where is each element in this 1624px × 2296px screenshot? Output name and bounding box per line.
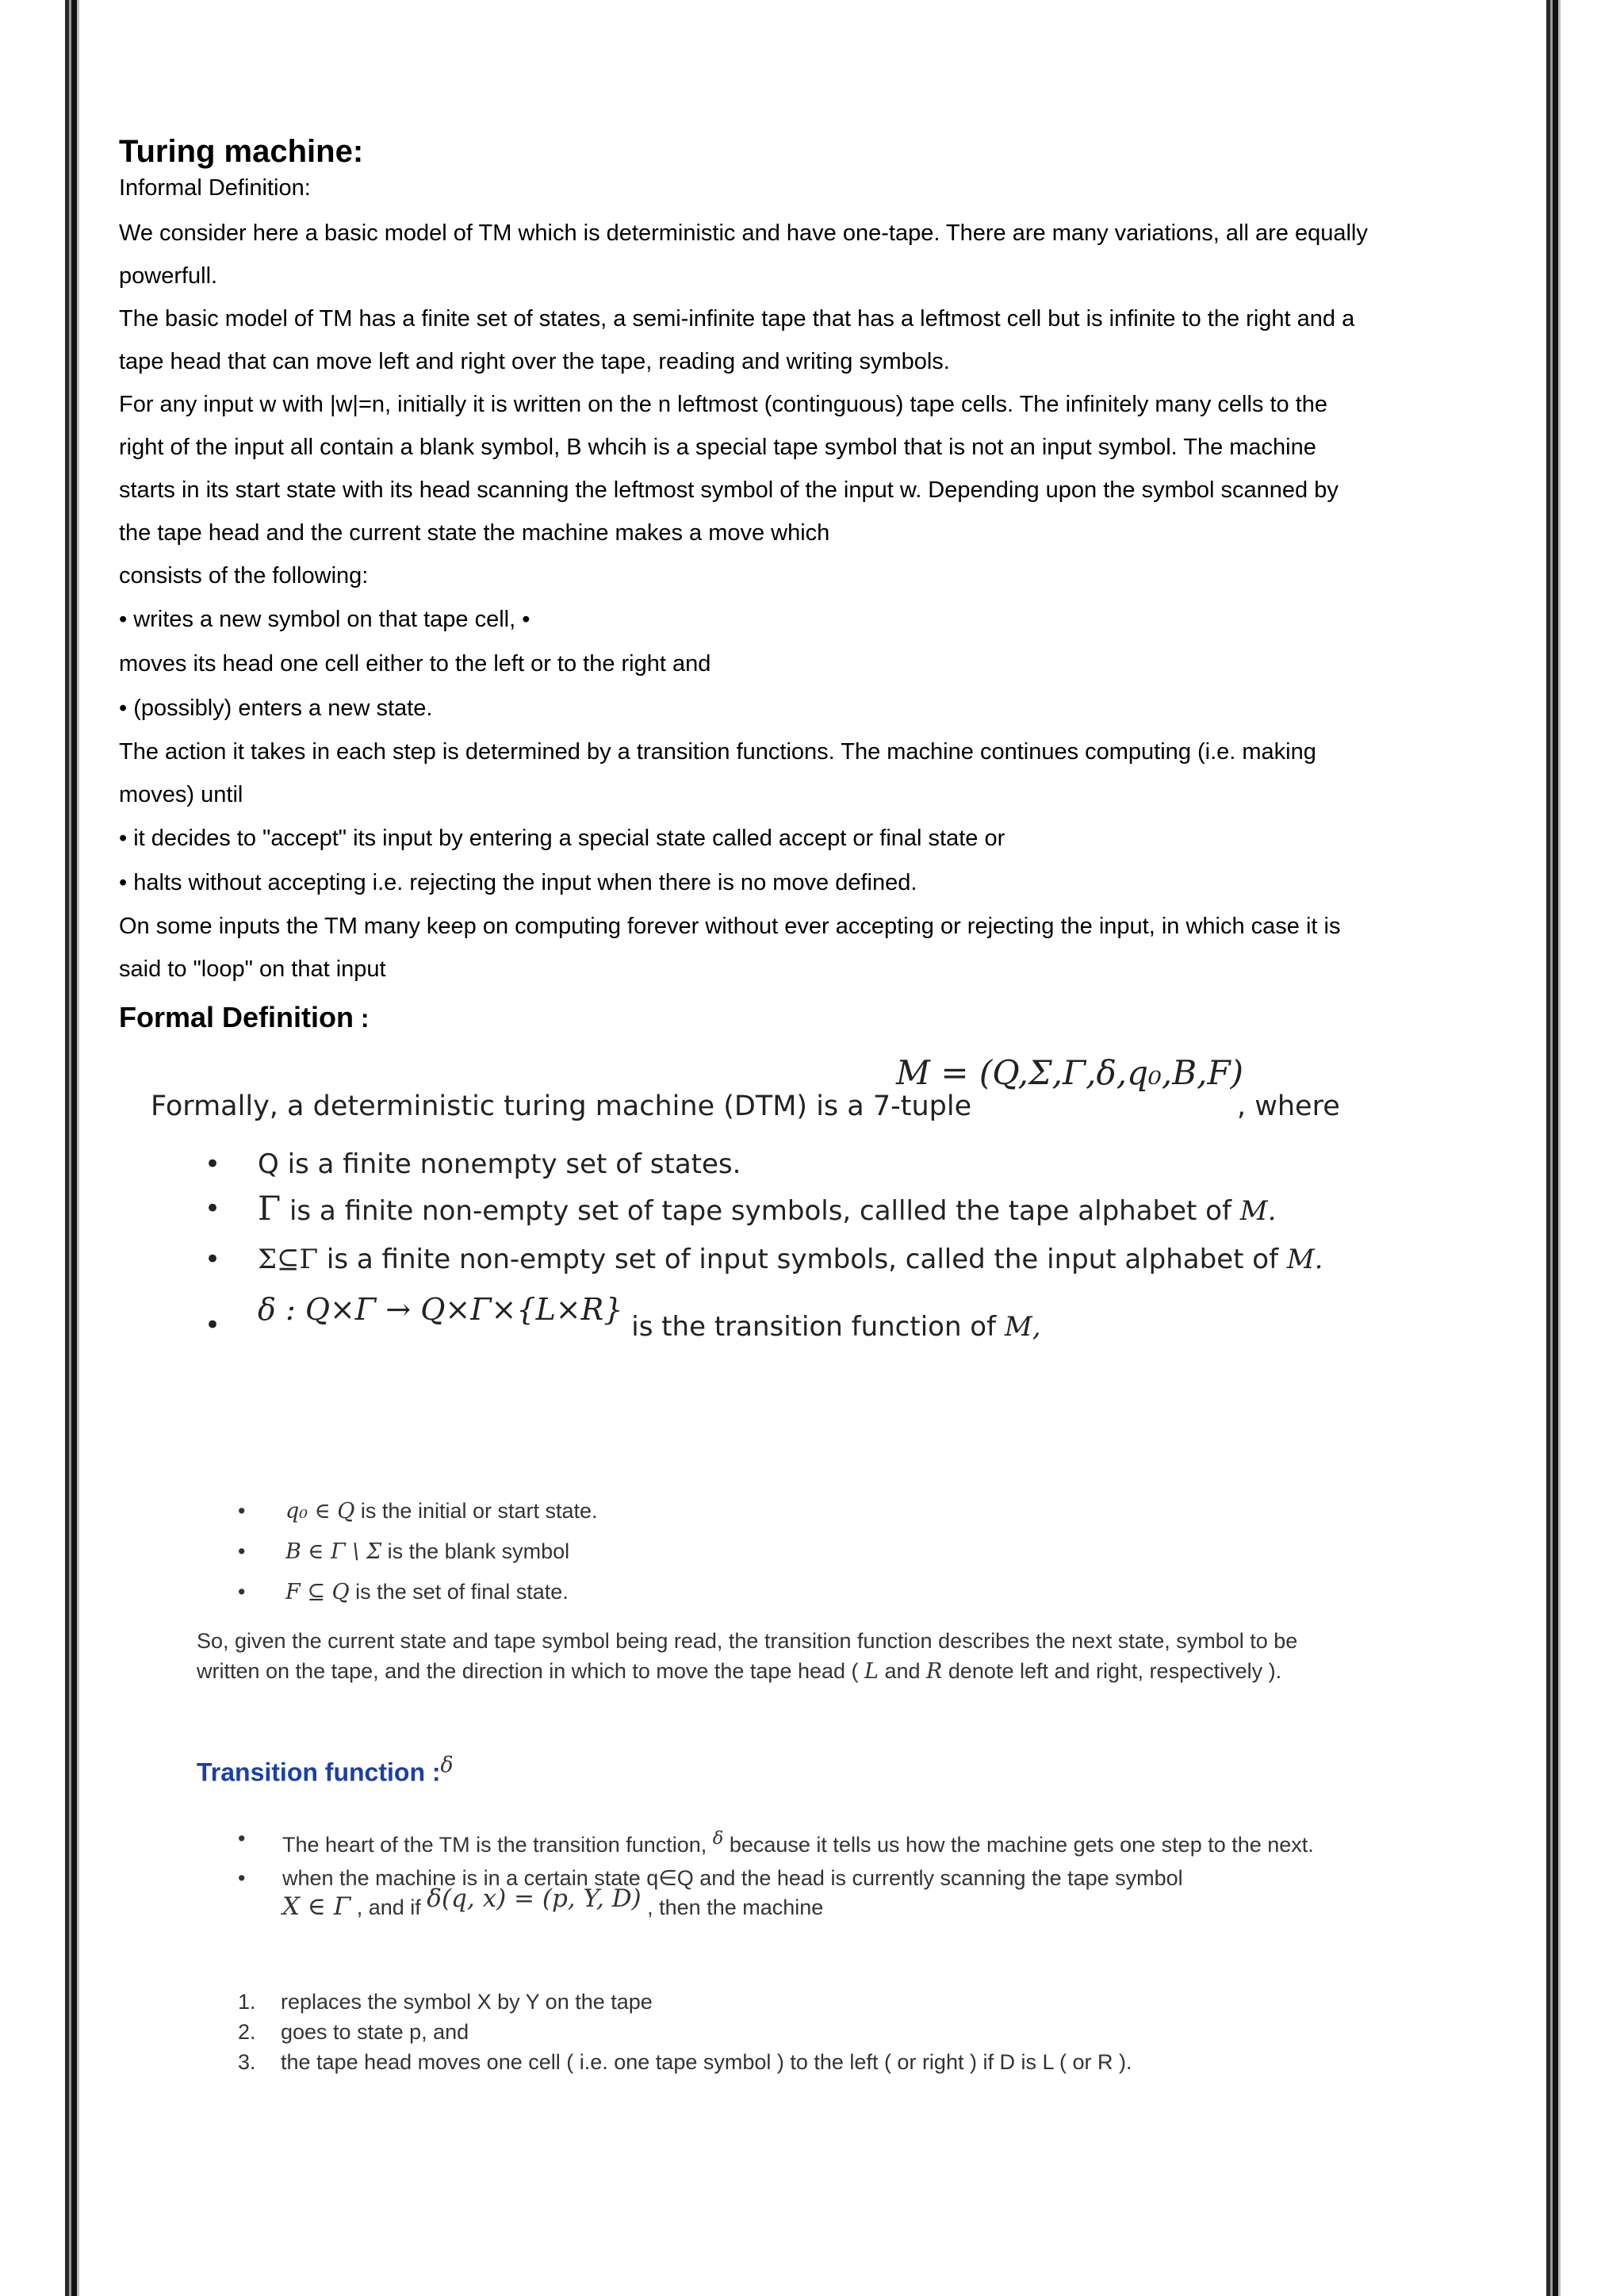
paragraph-3: For any input w with |w|=n, initially it is written on the n leftmost (continguous) tape cells. The infinitely many cells to the right of the input all contain a blank symbol, B whcih is a special tape symbol that is not an input symbol. The machine starts in its start state with its head scanning the leftmost symbol of the input w. Depending upon the symbol scanned by the tape head and the current state the machine makes a move which [119,392,1339,546]
paragraph-3b: consists of the following: [119,563,369,588]
bullet-halt: • halts without accepting i.e. rejecting the input when there is no move defined. [119,870,917,895]
page-border-left [65,0,79,2296]
tuple-line [151,1055,1388,1142]
transition-details [230,1824,1324,1926]
list-item: 1. replaces the symbol X by Y on the tape [238,1990,653,2014]
list-item: • Γ is a finite non-empty set of tape symbols, callled the tape alphabet of M. [205,1189,1277,1228]
transition-function-heading: Transition function :$^\delta$ [197,1753,454,1787]
state-symbol-list [222,1491,598,1612]
list-item: 3. the tape head moves one cell ( i.e. one tape symbol ) to the left ( or right ) if D is L ( or R ). [238,2050,1132,2074]
bullet-write-symbol: • writes a new symbol on that tape cell, • [119,607,530,632]
formal-definition-figure [151,1053,1388,1343]
page-title: Turing machine: [119,134,364,169]
paragraph-5: On some inputs the TM many keep on computing forever without ever accepting or rejecting the input, in which case it is said to "loop" on that input [119,914,1341,982]
list-item: • δ : Q×Γ → Q×Γ×{L×R} is the transition function of M, [205,1292,1041,1343]
bullet-enter-state: • (possibly) enters a new state. [119,696,433,721]
document-body [119,131,1372,1042]
informal-definition-label: Informal Definition: [119,175,311,201]
list-item: • B ∈ Γ \ Σ is the blank symbol [238,1539,570,1564]
page-border-right [1546,0,1561,2296]
paragraph-4: The action it takes in each step is determined by a transition functions. The machine continues computing (i.e. making moves) until [119,739,1316,807]
list-item: • The heart of the TM is the transition function, $^\delta$ because it tells us how the machine gets one step to the next. [238,1826,1314,1857]
machine-steps-list [238,1987,1132,2077]
list-item: • Q is a finite nonempty set of states. [205,1148,741,1180]
formal-definition-list [151,1142,1388,1343]
list-item: • F ⊆ Q is the set of final state. [238,1580,569,1604]
tuple-where: , where [1237,1091,1340,1122]
list-item: • when the machine is in a certain state q∈Q and the head is currently scanning the tape symbol X ∈ Γ , and if δ(q, x) = (p, Y, D) , then the machine [238,1866,1183,1921]
paragraph-2: The basic model of TM has a finite set of states, a semi-infinite tape that has a leftmost cell but is infinite to the right and a tape head that can move left and right over the tape, reading and writing symbols. [119,306,1355,374]
paragraph-1: We consider here a basic model of TM which is deterministic and have one-tape. There are many variations, all are equally powerfull. [119,220,1368,289]
list-item: • q₀ ∈ Q is the initial or start state. [238,1499,598,1524]
bullet-accept: • it decides to "accept" its input by entering a special state called accept or final state or [119,826,1005,851]
list-item: 2. goes to state p, and [238,2020,469,2044]
tuple-formula: M = (Q,Σ,Γ,δ,q₀,B,F) [896,1053,1243,1092]
list-item: • Σ⊆Γ is a finite non-empty set of input symbols, called the input alphabet of M. [205,1244,1323,1275]
so-paragraph: So, given the current state and tape symbol being read, the transition function describes the next state, symbol to be written on the tape, and the direction in which to move the tape head ( L and R denote left and right, respectively ). [197,1629,1298,1684]
tuple-lead-text: Formally, a deterministic turing machine (DTM) is a 7-tuple [151,1091,972,1122]
bullet-move-head: moves its head one cell either to the left or to the right and [119,651,711,677]
formal-definition-heading: Formal Definition : [119,1001,370,1033]
